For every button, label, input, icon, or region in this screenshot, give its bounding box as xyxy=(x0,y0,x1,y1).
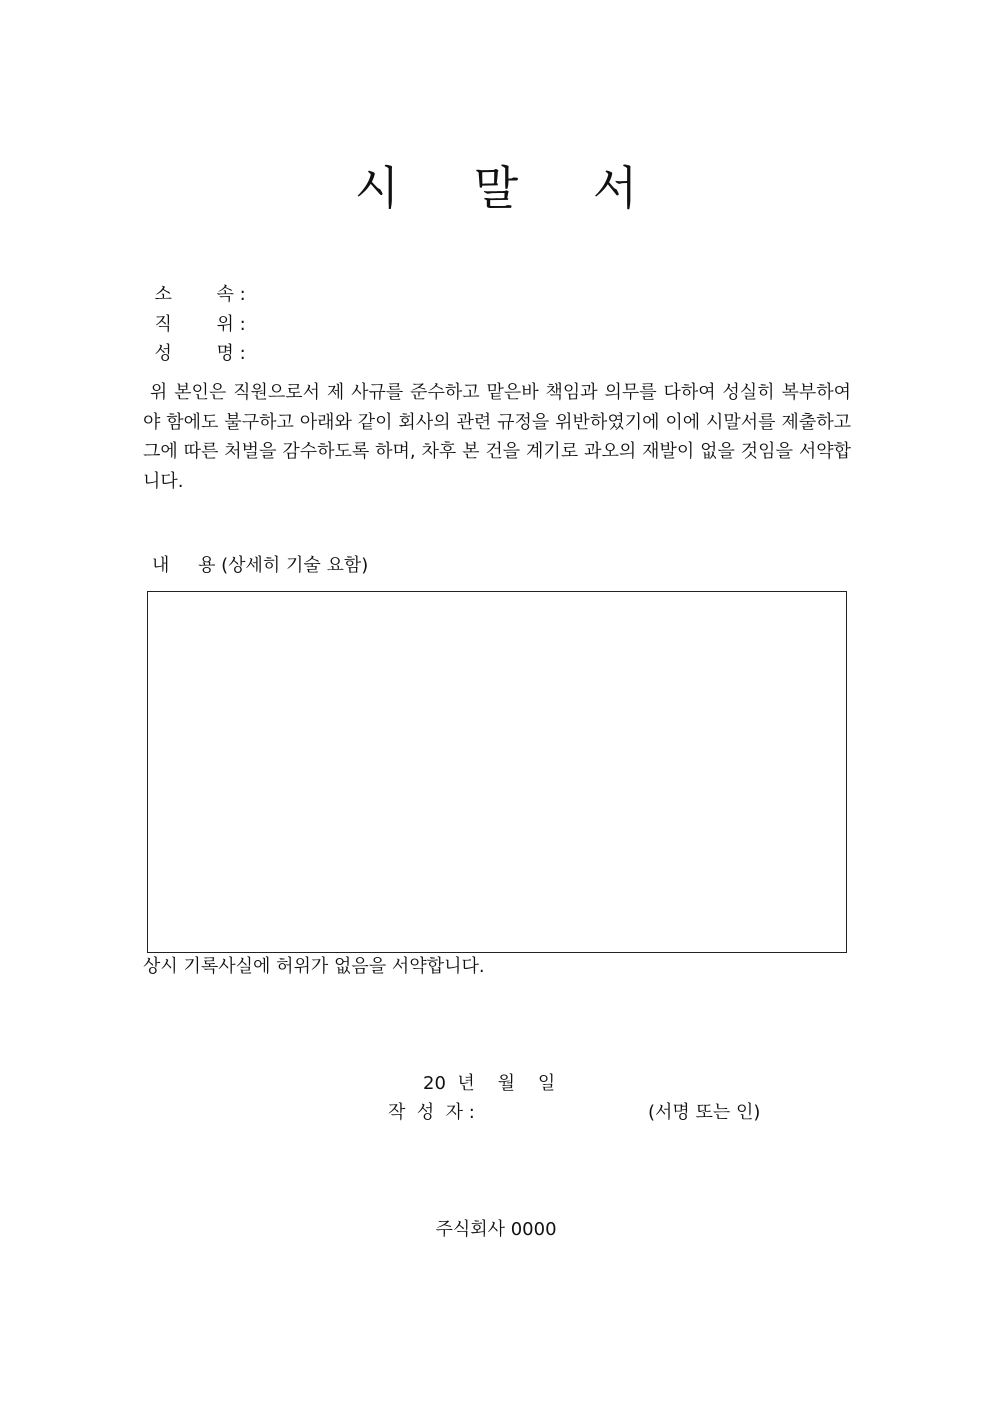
field-affiliation-label-second: 속 : xyxy=(216,284,246,305)
statement-paragraph xyxy=(143,378,851,496)
company-name: 주식회사 0000 xyxy=(435,1219,557,1240)
content-label: 내 용 (상세히 기술 요함) xyxy=(152,555,369,576)
statement-text: 위 본인은 직원으로서 제 사규를 준수하고 맡은바 책임과 의무를 다하여 성실히 복부하여야 함에도 불구하고 아래와 같이 회사의 관련 규정을 위반하였기에 이에 시말서를 제출하고 그에 따른 처벌을 감수하도록 하며, 차후 본 건을 계기로 과오의 재발이 없을 것임을 서약합니다. xyxy=(143,382,851,492)
field-name xyxy=(143,321,246,365)
date-line: 20 년 월 일 xyxy=(423,1073,556,1094)
field-name-label-second: 명 : xyxy=(216,343,246,364)
document-title: 시 말 서 xyxy=(354,161,668,215)
field-position-label-second: 위 : xyxy=(216,314,246,335)
content-box[interactable] xyxy=(147,591,847,953)
pledge-text: 상시 기록사실에 허위가 없음을 서약합니다. xyxy=(143,956,485,977)
author-label: 작 성 자 : xyxy=(388,1102,475,1123)
field-affiliation-label-first: 소 xyxy=(154,284,172,305)
field-name-label-first: 성 xyxy=(154,343,172,364)
signature-note: (서명 또는 인) xyxy=(648,1102,761,1123)
field-position-label-first: 직 xyxy=(154,314,172,335)
